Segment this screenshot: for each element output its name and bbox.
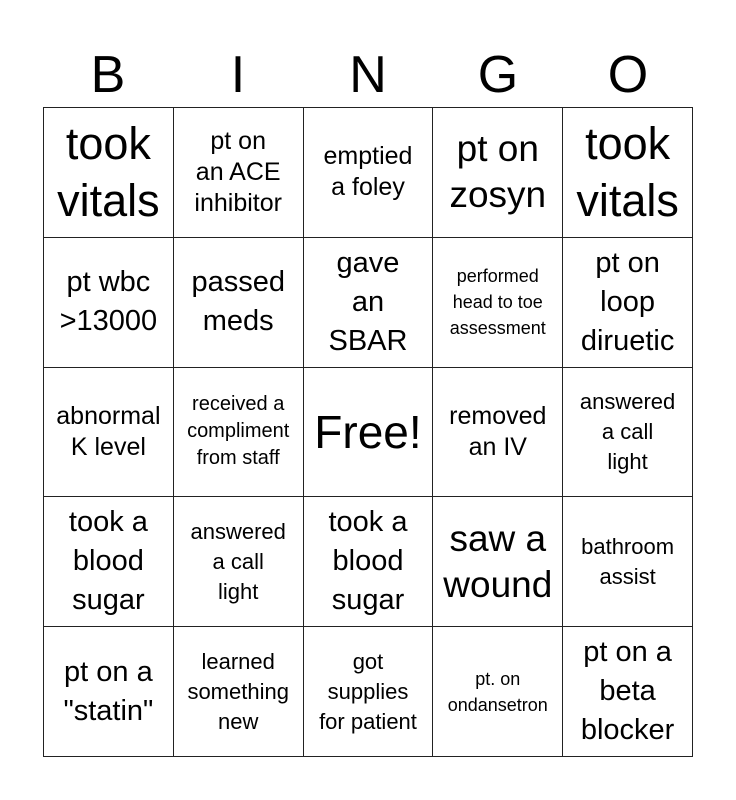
cell-text: gave an SBAR <box>328 246 408 357</box>
bingo-card-grid <box>43 107 693 757</box>
bingo-cell <box>433 497 563 627</box>
bingo-cell <box>174 238 304 368</box>
bingo-cell <box>304 108 434 238</box>
bingo-cell <box>304 627 434 757</box>
bingo-header <box>43 44 693 106</box>
free-space-label: Free! <box>314 405 422 458</box>
cell-text: passed meds <box>191 266 285 338</box>
cell-text: pt on loop diruetic <box>580 246 675 357</box>
bingo-cell <box>174 368 304 498</box>
bingo-cell <box>563 368 693 498</box>
cell-text: pt on zosyn <box>449 128 547 216</box>
bingo-cell <box>563 238 693 368</box>
bingo-cell <box>44 627 174 757</box>
bingo-cell <box>563 627 693 757</box>
header-letter-n: N <box>349 46 387 104</box>
cell-text: performed head to toe assessment <box>449 266 546 339</box>
cell-text: pt on a "statin" <box>63 655 154 727</box>
cell-text: took vitals <box>576 118 679 227</box>
bingo-cell <box>433 108 563 238</box>
cell-text: abnormal K level <box>56 401 161 461</box>
bingo-cell <box>304 497 434 627</box>
cell-text: pt on an ACE inhibitor <box>194 126 282 217</box>
bingo-cell <box>174 497 304 627</box>
bingo-cell <box>44 497 174 627</box>
cell-text: took a blood sugar <box>68 506 148 617</box>
cell-text: learned something new <box>187 648 289 734</box>
bingo-cell <box>44 238 174 368</box>
cell-text: answered a call light <box>190 518 286 604</box>
cell-text: saw a wound <box>443 517 553 605</box>
bingo-cell <box>304 238 434 368</box>
cell-text: took vitals <box>57 118 160 227</box>
free-space <box>304 368 434 498</box>
cell-text: emptied a foley <box>323 142 413 202</box>
bingo-cell <box>174 627 304 757</box>
header-letter-i: I <box>230 46 246 104</box>
header-letter-g: G <box>477 46 519 104</box>
bingo-cell <box>44 108 174 238</box>
cell-text: pt wbc >13000 <box>59 266 158 338</box>
header-letter-o: O <box>607 46 649 104</box>
cell-text: removed an IV <box>449 401 547 461</box>
bingo-cell <box>44 368 174 498</box>
bingo-cell <box>563 108 693 238</box>
cell-text: pt on a beta blocker <box>580 636 675 747</box>
bingo-cell <box>174 108 304 238</box>
bingo-cell <box>433 238 563 368</box>
header-letter-b: B <box>90 46 126 104</box>
cell-text: bathroom assist <box>581 533 675 589</box>
bingo-cell <box>433 368 563 498</box>
cell-text: took a blood sugar <box>328 506 408 617</box>
cell-text: answered a call light <box>579 388 676 474</box>
cell-text: received a compliment from staff <box>187 393 290 470</box>
cell-text: pt. on ondansetron <box>447 668 548 715</box>
cell-text: got supplies for patient <box>319 648 417 734</box>
bingo-cell <box>433 627 563 757</box>
bingo-cell <box>563 497 693 627</box>
